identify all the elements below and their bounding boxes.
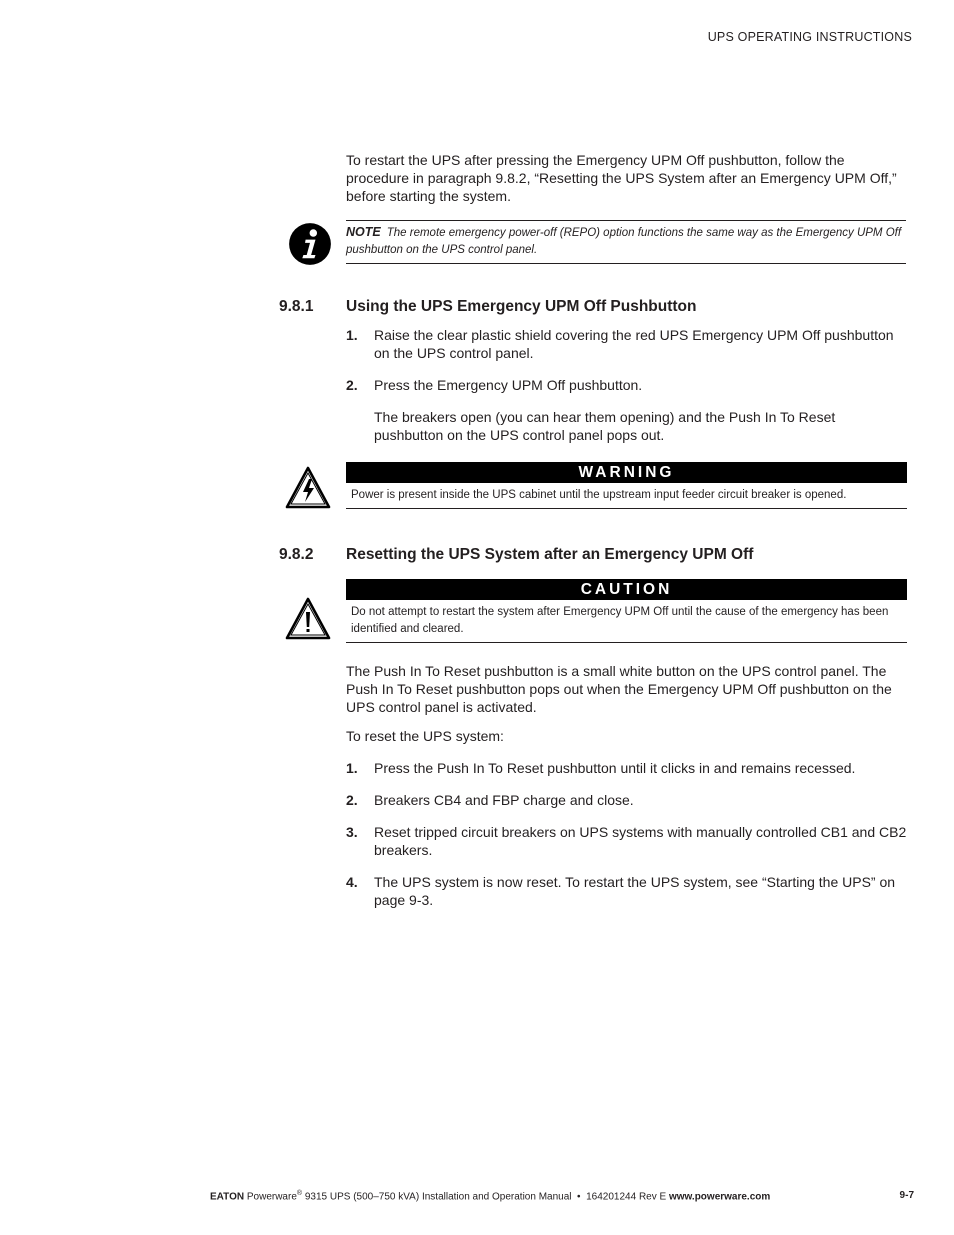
reset-description: The Push In To Reset pushbutton is a small white button on the UPS control panel. The Push In To Reset pushbutton pops out when the Emergency UPM Off pushbutton on the UPS control panel is activated. [346,663,892,715]
reset-procedure-list [346,759,908,923]
high-voltage-icon [285,466,331,515]
step-text: The UPS system is now reset. To restart the UPS system, see “Starting the UPS” on page 9-3. [374,874,896,908]
step-number: 2. [346,377,358,393]
step-text: Breakers CB4 and FBP charge and close. [374,792,634,808]
warning-text: Power is present inside the UPS cabinet until the upstream input feeder circuit breaker is opened. [351,489,847,501]
running-header: UPS OPERATING INSTRUCTIONS [707,30,912,44]
page-number: 9-7 [899,1190,914,1201]
step-text: Press the Emergency UPM Off pushbutton. [374,377,643,393]
list-item [346,873,908,909]
caution-text: Do not attempt to restart the system after Emergency UPM Off until the cause of the emergency has been identified and cleared. [351,606,889,635]
step-number: 1. [346,327,358,343]
procedure-list [346,326,908,408]
note-box [346,220,906,264]
step-text: Raise the clear plastic shield covering the red UPS Emergency UPM Off pushbutton on the UPS control panel. [374,327,894,361]
list-item [346,823,908,859]
warning-label: WARNING [346,462,907,483]
list-item [346,326,908,362]
step-text: Press the Push In To Reset pushbutton until it clicks in and remains recessed. [374,760,856,776]
caution-label: CAUTION [346,579,907,600]
caution-box [346,579,907,643]
note-label: NOTE [346,225,381,239]
step-number: 3. [346,824,358,840]
footer-product: Powerware [246,1191,297,1203]
list-item [346,759,908,777]
section-title: Using the UPS Emergency UPM Off Pushbutton [346,298,697,315]
section-number: 9.8.1 [279,298,314,315]
reset-intro: To reset the UPS system: [346,728,504,744]
step-number: 4. [346,874,358,890]
section-title: Resetting the UPS System after an Emergency UPM Off [346,546,754,563]
step-number: 1. [346,760,358,776]
warning-box [346,462,907,509]
footer-registered: ® [296,1190,303,1197]
step-text: Reset tripped circuit breakers on UPS systems with manually controlled CB1 and CB2 breakers. [374,824,907,858]
intro-paragraph: To restart the UPS after pressing the Emergency UPM Off pushbutton, follow the procedure in paragraph 9.8.2, “Resetting the UPS System after an Emergency UPM Off,” before starting the system. [346,152,897,204]
footer-website: www.powerware.com [668,1191,771,1203]
info-icon [288,222,332,271]
step-result: The breakers open (you can hear them opening) and the Push In To Reset pushbutton on the UPS control panel pops out. [374,409,836,443]
list-item [346,791,908,809]
footer-brand: EATON [210,1191,245,1203]
page-footer [210,1190,914,1202]
note-text: The remote emergency power-off (REPO) option functions the same way as the Emergency UPM Off pushbutton on the UPS control panel. [346,227,902,256]
exclamation-icon [285,597,331,646]
step-number: 2. [346,792,358,808]
list-item [346,376,908,394]
footer-manual: 9315 UPS (500–750 kVA) Installation and Operation Manual • 164201244 Rev E [302,1191,669,1203]
section-number: 9.8.2 [279,546,314,563]
